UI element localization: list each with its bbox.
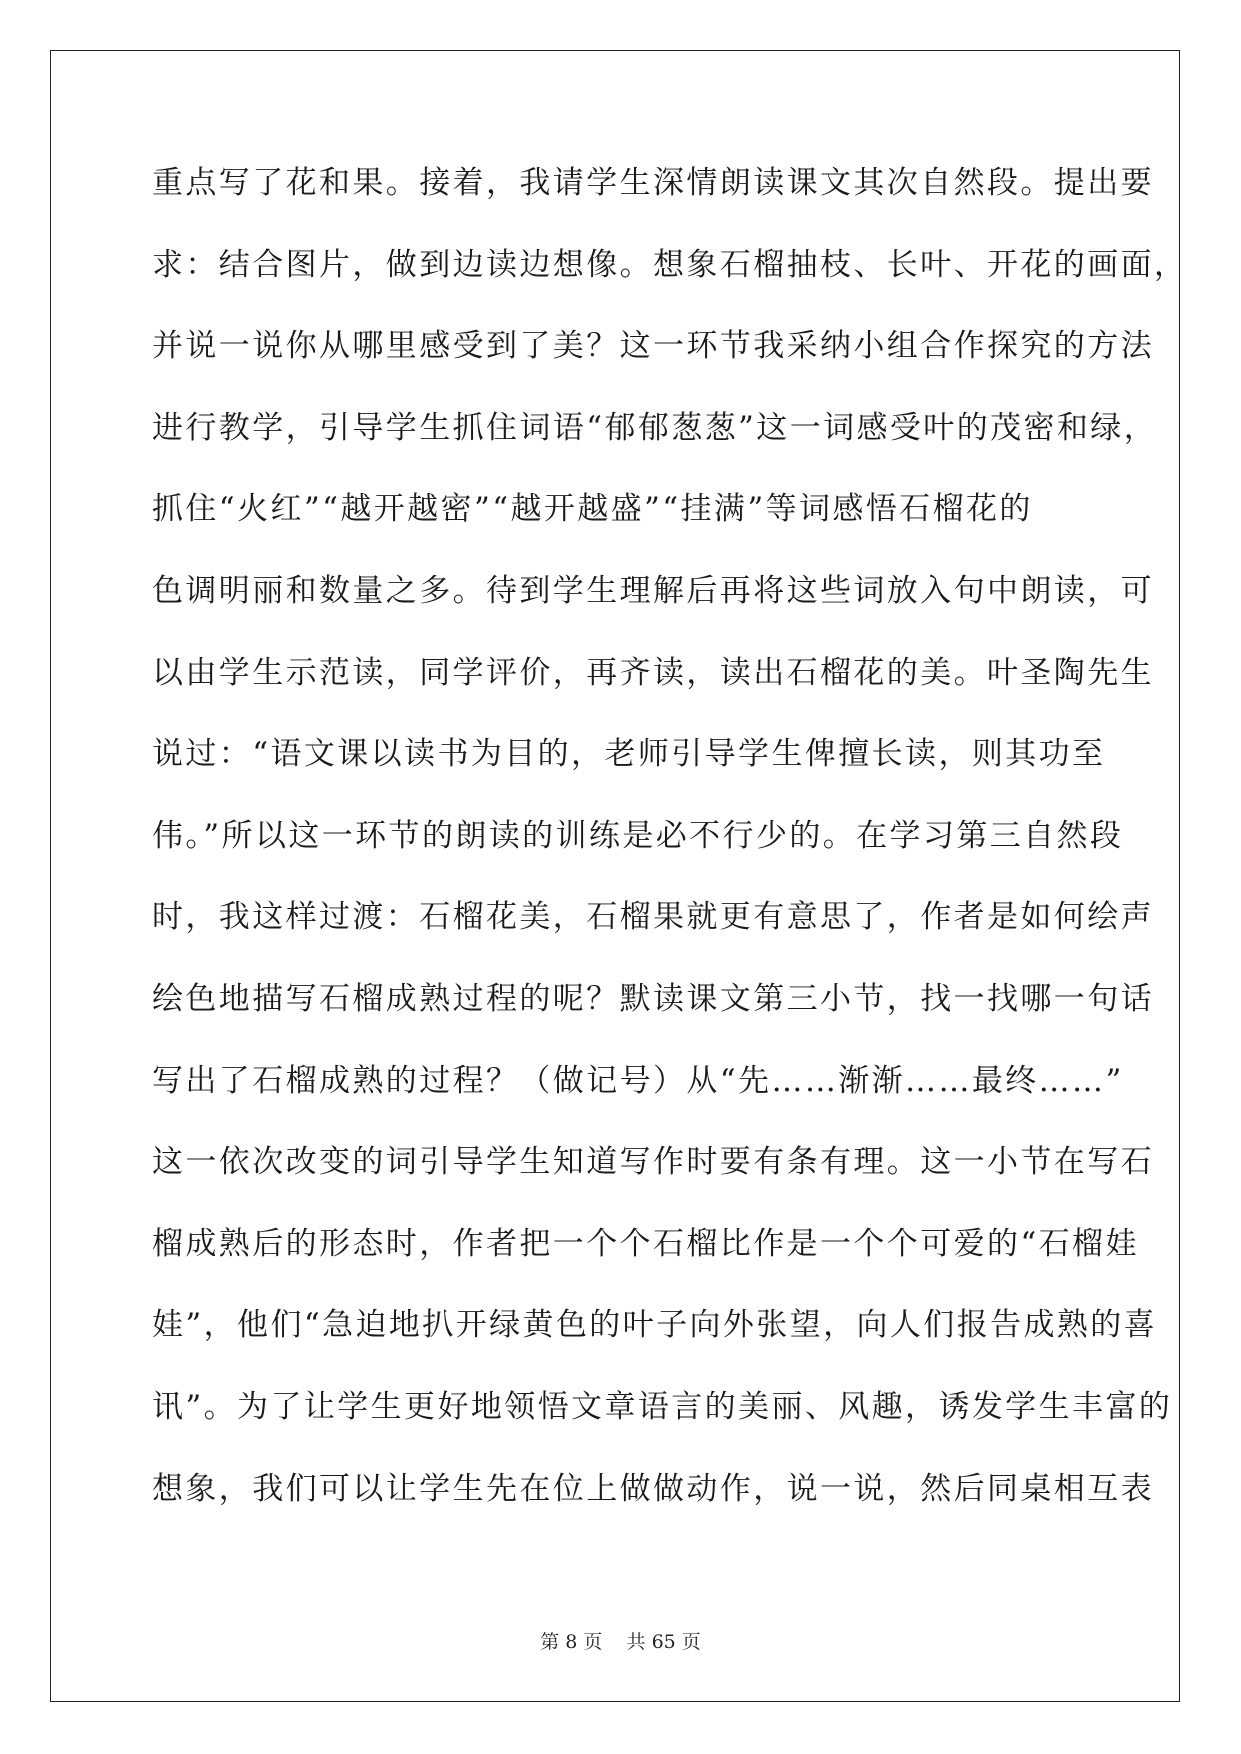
text-line-12: 写出了石榴成熟的过程？（做记号）从“先……渐渐……最终……” [152, 1062, 1124, 1099]
text-line-2: 求：结合图片，做到边读边想像。想象石榴抽枝、长叶、开花的画面， [152, 246, 1188, 283]
page-number-footer: 第 8 页 共 65 页 [540, 1631, 701, 1653]
text-line-17: 想象，我们可以让学生先在位上做做动作，说一说，然后同桌相互表 [152, 1470, 1154, 1507]
text-line-6: 色调明丽和数量之多。待到学生理解后再将这些词放入句中朗读，可 [152, 572, 1154, 609]
text-line-16: 讯”。为了让学生更好地领悟文章语言的美丽、风趣，诱发学生丰富的 [152, 1388, 1173, 1425]
text-line-14: 榴成熟后的形态时，作者把一个个石榴比作是一个个可爱的“石榴娃 [152, 1225, 1139, 1262]
text-line-3: 并说一说你从哪里感受到了美？这一环节我采纳小组合作探究的方法 [152, 328, 1154, 365]
text-line-4: 进行教学，引导学生抓住词语“郁郁葱葱”这一词感受叶的茂密和绿， [152, 409, 1158, 446]
text-line-13: 这一依次改变的词引导学生知道写作时要有条有理。这一小节在写石 [152, 1144, 1154, 1181]
text-line-8: 说过：“语文课以读书为目的，老师引导学生俾擅长读，则其功至 [152, 736, 1106, 773]
text-line-11: 绘色地描写石榴成熟过程的呢？默读课文第三小节，找一找哪一句话 [152, 980, 1154, 1017]
text-line-10: 时，我这样过渡：石榴花美，石榴果就更有意思了，作者是如何绘声 [152, 899, 1154, 936]
text-line-15: 娃”，他们“急迫地扒开绿黄色的叶子向外张望，向人们报告成熟的喜 [152, 1307, 1158, 1344]
text-line-7: 以由学生示范读，同学评价，再齐读，读出石榴花的美。叶圣陶先生 [152, 654, 1154, 691]
text-line-1: 重点写了花和果。接着，我请学生深情朗读课文其次自然段。提出要 [152, 165, 1154, 201]
text-line-5: 抓住“火红”“越开越密”“越开越盛”“挂满”等词感悟石榴花的 [152, 491, 1033, 528]
text-line-9: 伟。”所以这一环节的朗读的训练是必不行少的。在学习第三自然段 [152, 817, 1124, 854]
document-body [152, 158, 1188, 1545]
